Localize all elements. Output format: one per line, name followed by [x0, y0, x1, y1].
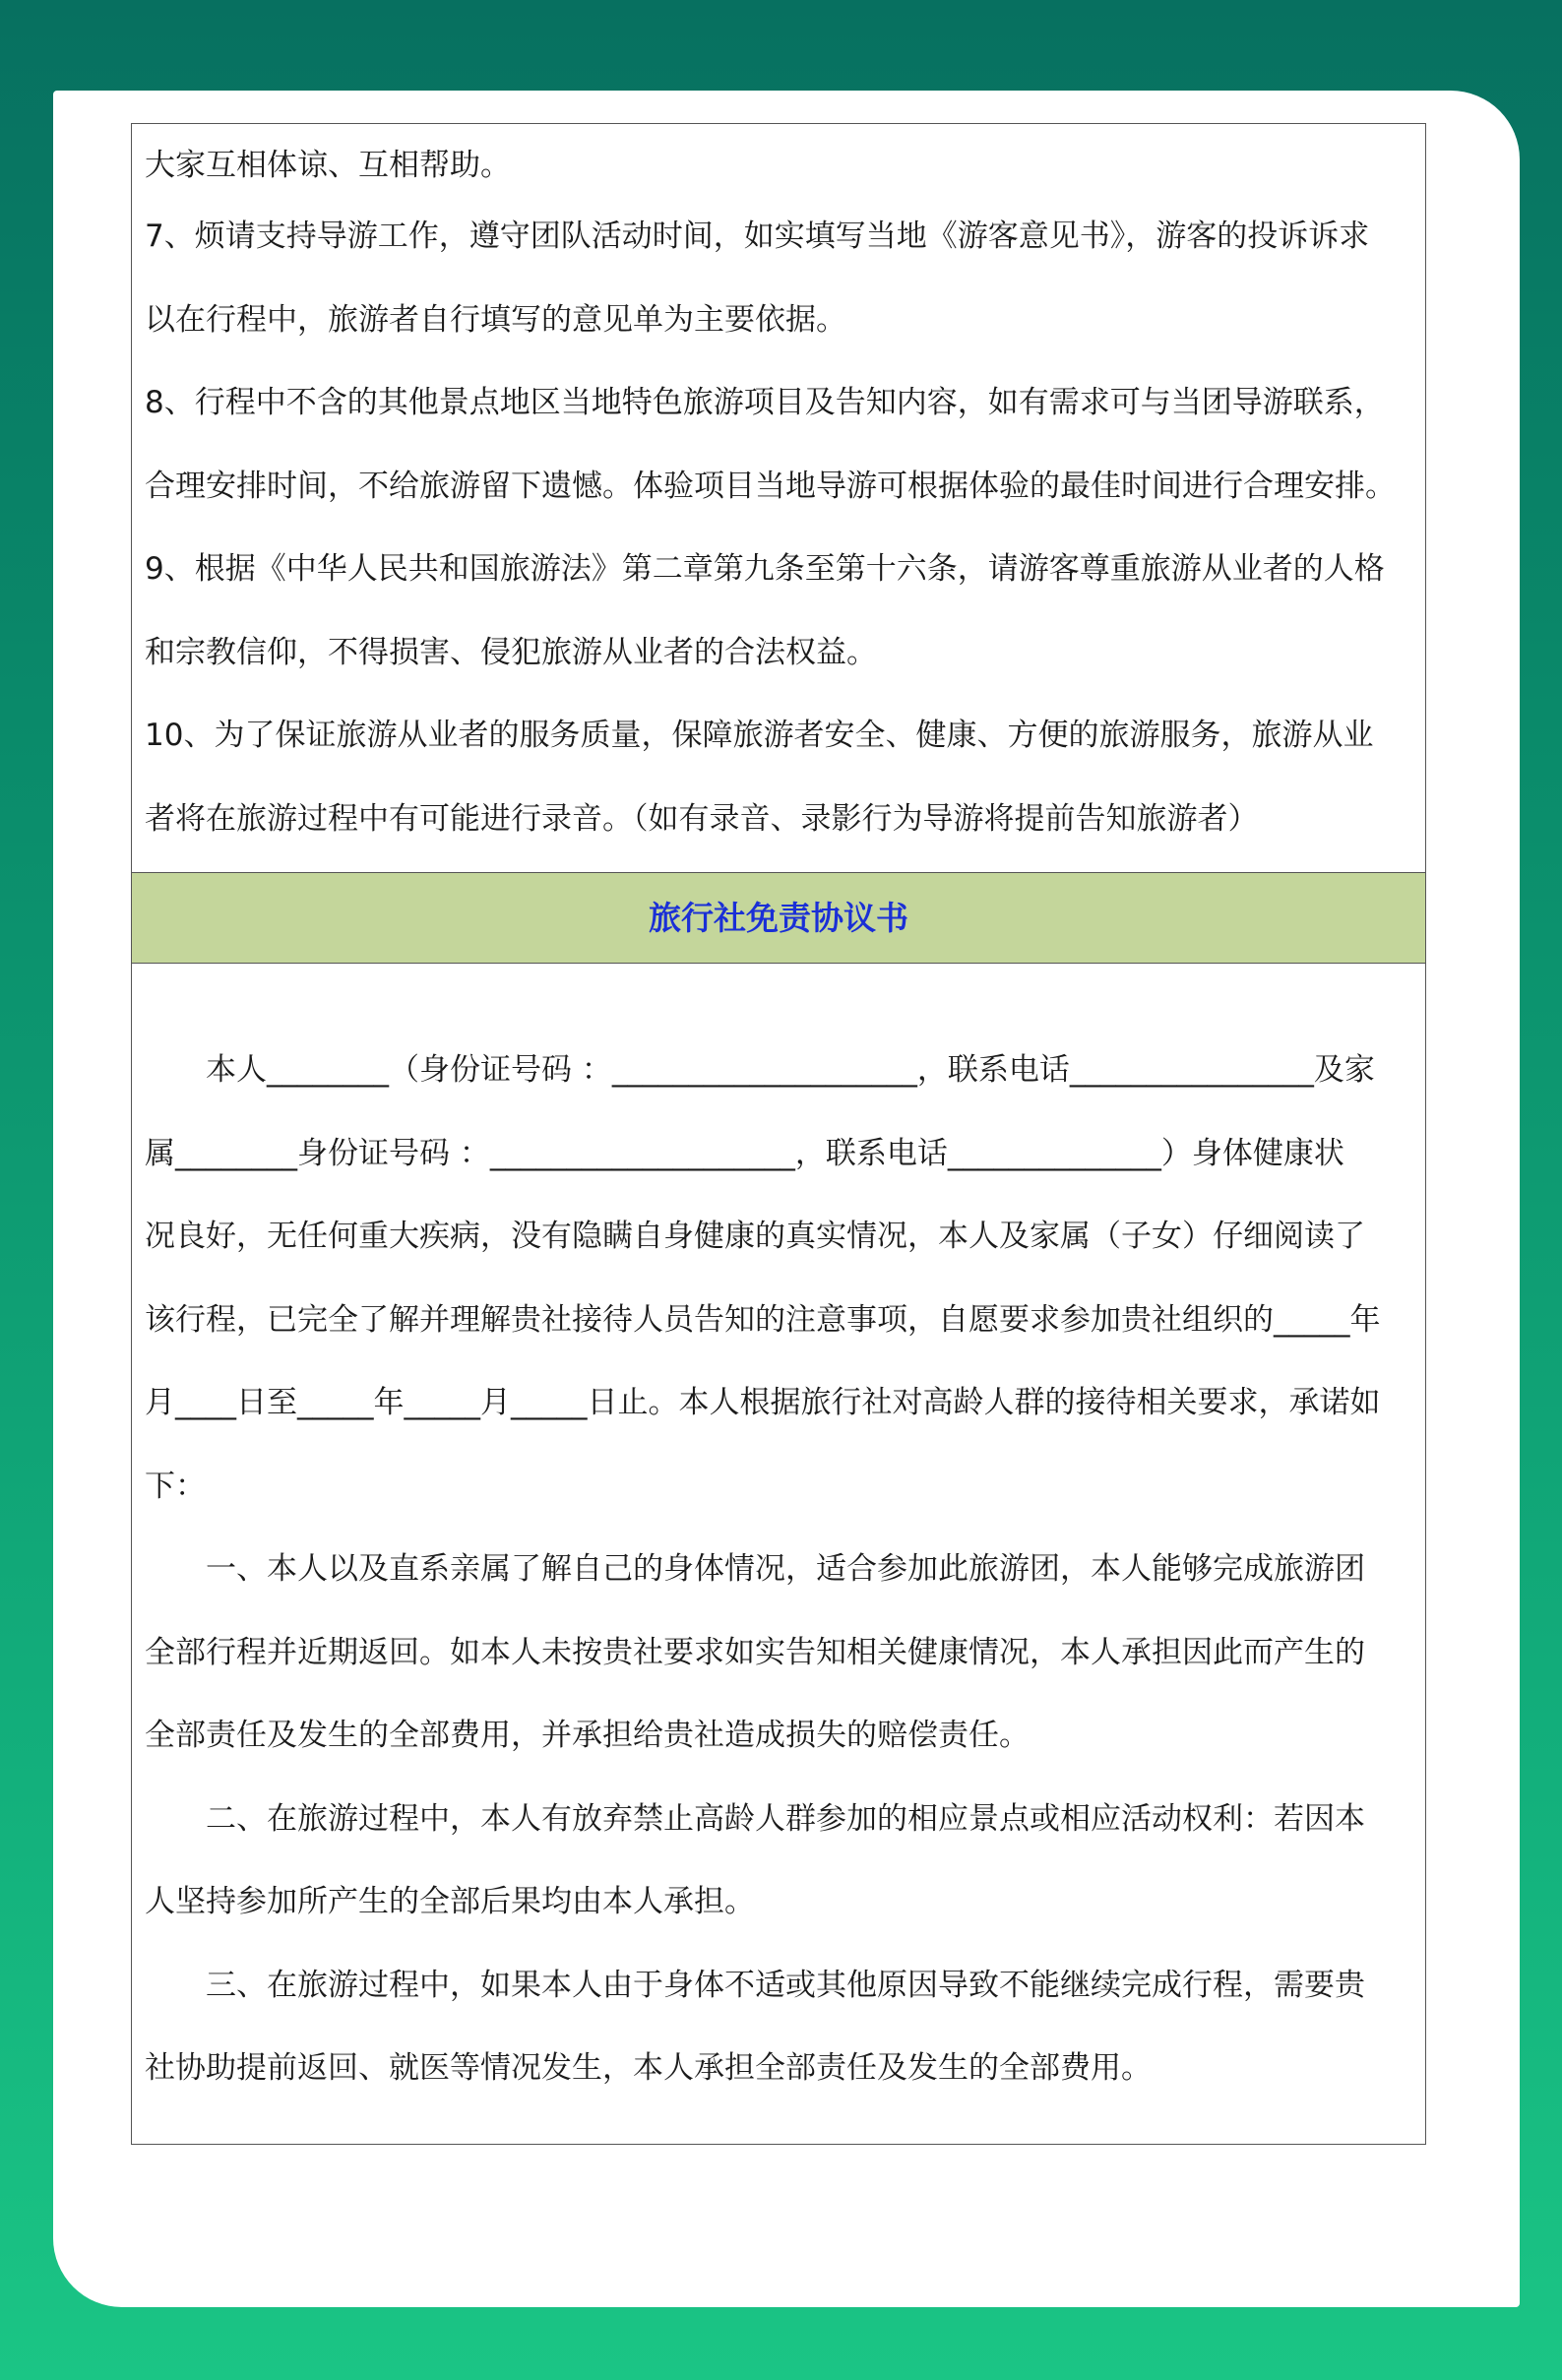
- notes-line: 以在行程中，旅游者自行填写的意见单为主要依据。: [145, 301, 846, 338]
- agreement-line: 该行程，已完全了解并理解贵社接待人员告知的注意事项，自愿要求参加贵社组织的_____年: [145, 1301, 1381, 1338]
- document-card: [53, 91, 1520, 2307]
- agreement-clause-1: 一、本人以及直系亲属了解自己的身体情况，适合参加此旅游团，本人能够完成旅游团: [206, 1551, 1365, 1587]
- notes-line: 者将在旅游过程中有可能进行录音。（如有录音、录影行为导游将提前告知旅游者）: [145, 800, 1259, 837]
- document-table: [131, 123, 1426, 2145]
- agreement-line: 属________身份证号码 ：____________________，联系电话______________）身体健康状: [145, 1135, 1344, 1171]
- notes-line: 9、根据《中华人民共和国旅游法》第二章第九条至第十六条，请游客尊重旅游从业者的人格: [145, 551, 1385, 587]
- notes-section: [132, 124, 1425, 872]
- agreement-line: 月____日至_____年_____月_____日止。本人根据旅行社对高龄人群的接待相关要求，承诺如: [145, 1385, 1381, 1420]
- notes-line: 8、行程中不含的其他景点地区当地特色旅游项目及告知内容，如有需求可与当团导游联系，: [145, 385, 1385, 420]
- agreement-line: 全部责任及发生的全部费用，并承担给贵社造成损失的赔偿责任。: [145, 1718, 1030, 1753]
- notes-line: 7、烦请支持导游工作，遵守团队活动时间，如实填写当地《游客意见书》，游客的投诉诉求: [145, 219, 1370, 254]
- agreement-clause-3: 三、在旅游过程中，如果本人由于身体不适或其他原因导致不能继续完成行程，需要贵: [206, 1967, 1365, 2003]
- agreement-line: 全部行程并近期返回。如本人未按贵社要求如实告知相关健康情况，本人承担因此而产生的: [145, 1634, 1365, 1670]
- notes-line: 大家互相体谅、互相帮助。: [145, 148, 511, 183]
- notes-line: 和宗教信仰，不得损害、侵犯旅游从业者的合法权益。: [145, 634, 877, 670]
- agreement-title: 旅行社免责协议书: [132, 872, 1425, 964]
- agreement-line: 下：: [145, 1468, 206, 1504]
- agreement-clause-2: 二、在旅游过程中，本人有放弃禁止高龄人群参加的相应景点或相应活动权利：若因本: [206, 1800, 1365, 1837]
- notes-line: 合理安排时间，不给旅游留下遗憾。体验项目当地导游可根据体验的最佳时间进行合理安排。: [145, 468, 1396, 504]
- agreement-line: 况良好，无任何重大疾病，没有隐瞒自身健康的真实情况，本人及家属（子女）仔细阅读了: [145, 1219, 1365, 1254]
- agreement-section: [132, 964, 1425, 2144]
- agreement-line: 人坚持参加所产生的全部后果均由本人承担。: [145, 1884, 755, 1919]
- notes-line: 10、为了保证旅游从业者的服务质量，保障旅游者安全、健康、方便的旅游服务，旅游从业: [145, 718, 1374, 753]
- agreement-line: 社协助提前返回、就医等情况发生，本人承担全部责任及发生的全部费用。: [145, 2050, 1152, 2086]
- agreement-line: 本人________（身份证号码 ：____________________，联系电话________________及家: [206, 1052, 1375, 1088]
